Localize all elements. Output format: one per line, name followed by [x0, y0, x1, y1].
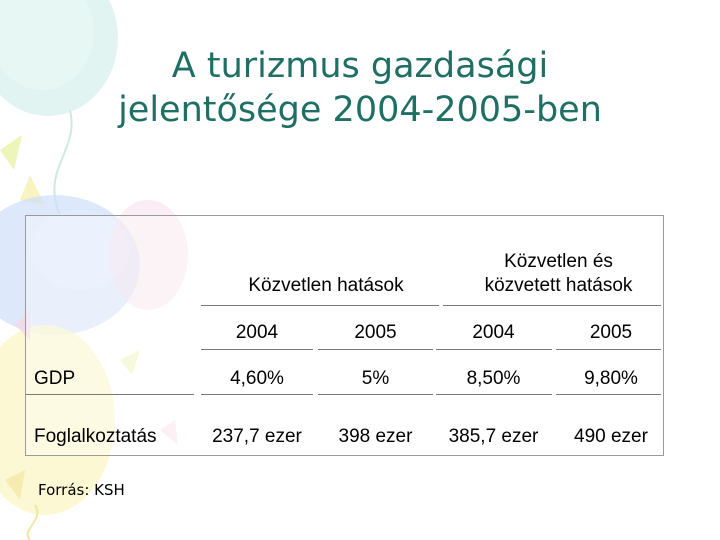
row-divider [26, 394, 194, 395]
impact-table [25, 215, 664, 456]
row-label-employment: Foglalkoztatás [34, 426, 157, 447]
year-header: 2005 [589, 322, 633, 343]
table-cell: 385,7 ezer [448, 426, 539, 447]
title-line-2: jelentősége 2004-2005-ben [118, 90, 602, 130]
table-cell: 490 ezer [574, 426, 648, 447]
year-header: 2004 [472, 322, 515, 343]
table-cell: 9,80% [584, 368, 638, 389]
year-underline [556, 349, 661, 350]
year-underline [201, 349, 313, 350]
header-direct-impacts: Közvetlen hatások [248, 275, 404, 296]
year-underline [318, 349, 433, 350]
source-note: Forrás: KSH [38, 481, 125, 499]
table-cell: 8,50% [466, 368, 521, 389]
slide-title [40, 44, 680, 132]
year-underline [436, 349, 552, 350]
table-cell: 237,7 ezer [212, 426, 302, 447]
row-divider [318, 394, 433, 395]
row-divider [436, 394, 552, 395]
header-underline [201, 305, 439, 306]
header-line-1: Közvetlen és [504, 251, 613, 272]
row-label-gdp: GDP [34, 368, 76, 389]
header-underline [443, 305, 661, 306]
title-line-1: A turizmus gazdasági [171, 46, 549, 86]
row-divider [201, 394, 313, 395]
table-cell: 398 ezer [338, 426, 413, 447]
header-direct-indirect-impacts [436, 250, 681, 298]
table-cell: 5% [361, 368, 390, 389]
year-header: 2005 [354, 322, 397, 343]
header-line-2: közvetett hatások [484, 275, 633, 296]
year-header: 2004 [235, 322, 279, 343]
row-divider [556, 394, 661, 395]
table-cell: 4,60% [230, 368, 284, 389]
